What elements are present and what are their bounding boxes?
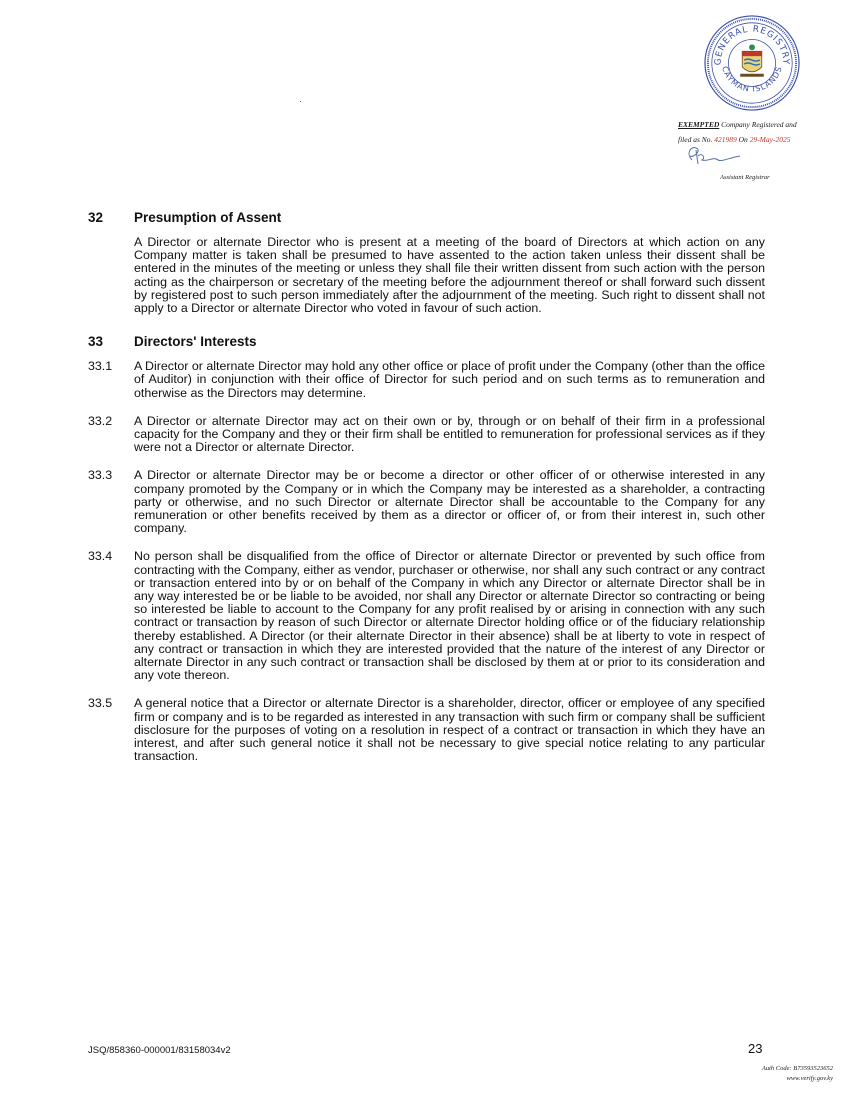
clause-text: A general notice that a Director or alternate Director is a shareholder, director, officer or employee of any specified firm or company and is to be regarded as interested in any transaction with such firm or company shall be sufficient disclosure for the purposes of voting on a resolution in respect of a contract or transaction in which they have an interest, and after such general notice it shall not be necessary to give special notice relating to any particular transaction. [134, 696, 765, 764]
exempted-label: EXEMPTED [678, 120, 720, 129]
document-reference: JSQ/858360-000001/83158034v2 [88, 1045, 231, 1056]
stamp-line-1 [678, 117, 838, 132]
stamp-line1-suffix: Company Registered and [721, 120, 797, 129]
registration-stamp [678, 117, 838, 147]
verify-url: www.verify.gov.ky [786, 1075, 833, 1082]
section-number: 32 [88, 210, 104, 225]
registry-seal [703, 14, 801, 112]
section-title: Presumption of Assent [134, 210, 282, 225]
clause-33-1 [88, 360, 765, 400]
seal-bottom-text: CAYMAN ISLANDS [720, 65, 784, 94]
section-32-heading [88, 209, 765, 226]
registration-date: 29-May-2025 [749, 135, 791, 144]
clause-33-5 [88, 697, 765, 763]
auth-block [762, 1064, 833, 1084]
stray-dot [300, 101, 301, 102]
clause-33-3 [88, 469, 765, 535]
on-word: On [738, 135, 748, 144]
clause-number: 33.5 [88, 696, 113, 711]
section-33-heading [88, 333, 765, 350]
section-title: Directors' Interests [134, 334, 257, 350]
coat-of-arms-icon [740, 44, 764, 76]
document-body [88, 209, 765, 779]
auth-code: Auth Code: B73593523652 [761, 1065, 833, 1072]
filed-prefix: filed as No. [678, 135, 713, 144]
clause-number: 33.1 [88, 359, 113, 374]
clause-33-2 [88, 415, 765, 455]
clause-number: 33.3 [88, 468, 113, 483]
seal-top-text: GENERAL REGISTRY [713, 24, 791, 66]
clause-33-4 [88, 550, 765, 682]
section-32-text: A Director or alternate Director who is present at a meeting of the board of Directors at which action on any Company matter is taken shall be presumed to have assented to the action taken unless their dissent shall be entered in the minutes of the meeting or unless they shall file their written dissent from such action with the person acting as the chairperson or secretary of the meeting before the adjournment thereof or shall forward such dissent by registered post to such person immediately after the adjournment of the meeting. Such right to dissent shall not apply to a Director or alternate Director who voted in favour of such action. [134, 235, 765, 316]
registrar-signature [684, 144, 744, 168]
clause-text: A Director or alternate Director may be or become a director or other officer of or otherwise interested in any company promoted by the Company or in which the Company may be interested as a shareholder, a contracting party or otherwise, and no such Director or alternate Director shall be accountable to the Company for any remuneration or other benefits received by them as a director or officer of, or from their interest in, such other company. [134, 468, 765, 536]
section-number: 33 [88, 334, 104, 350]
clause-number: 33.4 [88, 549, 113, 564]
clause-text: A Director or alternate Director may act on their own or by, through or on behalf of their firm in a professional capacity for the Company and they or their firm shall be entitled to remuneration for professional services as if they were not a Director or alternate Director. [134, 413, 765, 455]
clause-number: 33.2 [88, 413, 113, 428]
assistant-registrar-label: Assistant Registrar [720, 174, 770, 181]
company-number: 421989 [714, 135, 737, 144]
clause-text: A Director or alternate Director may hold any other office or place of profit under the Company (other than the office of Auditor) in conjunction with their office of Director for such period and on such terms as to remuneration and otherwise as the Directors may determine. [134, 359, 765, 400]
clause-text: No person shall be disqualified from the office of Director or alternate Director or prevented by such office from contracting with the Company, either as vendor, purchaser or otherwise, nor shall any such contract or any contract or transaction entered into by or on behalf of the Company in which any Director or alternate Director shall be in any way interested be or be liable to be avoided, nor shall any Director or alternate Director so contracting or being so interested be liable to account to the Company for any profit realised by or arising in connection with any such contract or transaction by reason of such Director or alternate Director holding office or of the fiduciary relationship thereby established. A Director (or their alternate Director in their absence) shall be at liberty to vote in respect of any contract or transaction in which they are interested provided that the nature of the interest of any Director or alternate Director in any such contract or transaction shall be disclosed by them at or prior to its consideration and any vote thereon. [134, 549, 765, 683]
page-number: 23 [748, 1041, 763, 1056]
